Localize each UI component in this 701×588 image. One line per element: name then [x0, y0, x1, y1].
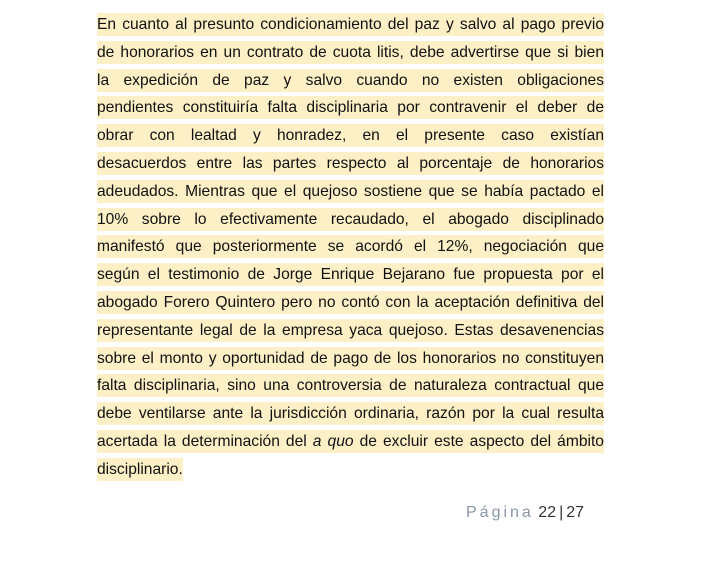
text-line [97, 428, 604, 456]
text-line: desacuerdos entre las partes respecto al porcentaje de honorarios [97, 150, 604, 178]
text-line: falta disciplinaria, sino una controversia de naturaleza contractual que [97, 372, 604, 400]
text-line: disciplinario. [97, 456, 604, 484]
text-line: sobre el monto y oportunidad de pago de los honorarios no constituyen [97, 345, 604, 373]
text-line: adeudados. Mientras que el quejoso sostiene que se había pactado el [97, 178, 604, 206]
text-line: representante legal de la empresa yaca quejoso. Estas desavenencias [97, 317, 604, 345]
text-line: pendientes constituiría falta disciplinaria por contravenir el deber de [97, 94, 604, 122]
text-run: de excluir este aspecto del ámbito [353, 432, 604, 450]
page-label: Página [466, 504, 534, 521]
text-line: En cuanto al presunto condicionamiento del paz y salvo al pago previo [97, 11, 604, 39]
text-line: obrar con lealtad y honradez, en el presente caso existían [97, 122, 604, 150]
body-paragraph [97, 11, 604, 484]
text-line: debe ventilarse ante la jurisdicción ordinaria, razón por la cual resulta [97, 400, 604, 428]
text-run: acertada la determinación del [97, 432, 313, 450]
text-line: según el testimonio de Jorge Enrique Bejarano fue propuesta por el [97, 261, 604, 289]
text-line-mixed [97, 430, 604, 453]
text-line: manifestó que posteriormente se acordó el 12%, negociación que [97, 233, 604, 261]
page-separator: | [559, 504, 564, 521]
italic-term: a quo [312, 432, 354, 450]
page-footer [466, 503, 584, 523]
total-pages-number: 27 [566, 504, 585, 521]
text-line: de honorarios en un contrato de cuota litis, debe advertirse que si bien [97, 39, 604, 67]
text-line: la expedición de paz y salvo cuando no existen obligaciones [97, 67, 604, 95]
current-page-number: 22 [538, 504, 557, 521]
text-line: 10% sobre lo efectivamente recaudado, el abogado disciplinado [97, 206, 604, 234]
text-line: abogado Forero Quintero pero no contó con la aceptación definitiva del [97, 289, 604, 317]
